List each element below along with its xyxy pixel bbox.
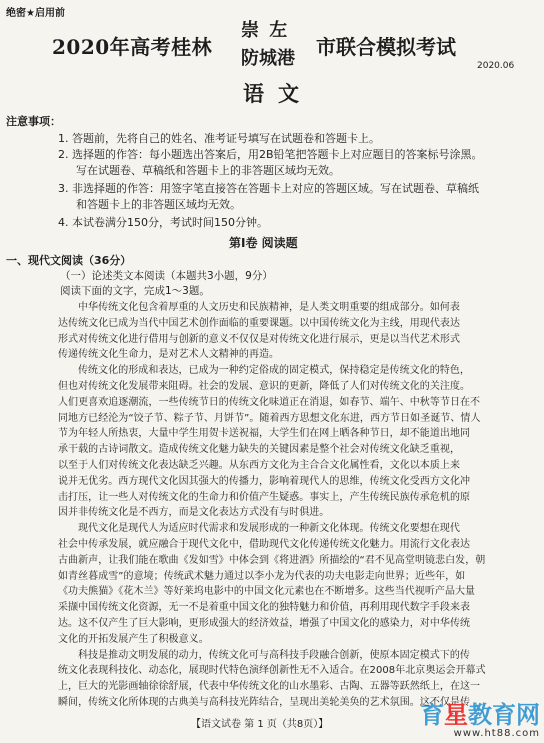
passage-line: 上，巨大的光影画轴徐徐舒展，代表中华传统文化的山水墨彩、古陶、五器等跃然纸上，在这一 (58, 681, 481, 693)
passage-line: 节为年轻人所热衷，大量中学生用贺卡送祝福，大学生们在网上晒各种节日，却不能道出地同 (58, 428, 471, 440)
watermark-title-star: 星 (444, 701, 468, 729)
passage-line: 说并无优劣。西方现代文化因其强大的传播力，影响着现代人的思维，传统文化受西方文化冲 (58, 475, 471, 487)
passage-line: 如青丝暮成雪”的意境；传统武术魅力通过以李小龙为代表的功夫电影走向世界；近些年，如 (58, 570, 466, 582)
notes-heading: 注意事项： (6, 115, 61, 128)
subject-title: 语文 (243, 81, 313, 106)
watermark-logo-text (420, 702, 540, 728)
subsection-heading: （一）论述类文本阅读（本题共3小题，9分） (60, 270, 273, 282)
exam-date: 2020.06 (477, 61, 515, 71)
passage-line: 以至于人们对传统文化表达缺乏兴趣。从东西方文化为主合合文化属性看，文化以本质上来 (58, 460, 460, 471)
passage-line: 传递传统文化生命力，是对艺术人文精神的再造。 (58, 349, 280, 361)
passage-line: 现代文化是现代人为适应时代需求和发展形成的一种新文化体现。传统文化要想在现代 (78, 523, 460, 535)
passage-line: 采撷中国传统文化资源，无一不是着重中国文化的独特魅力和价值，再利用现代数字手段来表 (58, 602, 471, 614)
part-heading: 第Ⅰ卷 阅读题 (229, 236, 298, 250)
note-item: 和答题卡上的非答题区域均无效。 (76, 198, 241, 211)
confidential-label: 绝密★启用前 (6, 8, 65, 19)
passage-line: 中华传统文化包含着厚重的人文历史和民族精神，是人类文明重要的组成部分。如何表 (78, 302, 460, 313)
note-item: 写在试题卷、草稿纸和答题卡上的非答题区域均无效。 (76, 164, 340, 177)
passage-line: 科技是推动文明发展的动力，传统文化可与高科技手段融合创新，使原本固定模式下的传 (78, 649, 470, 661)
passage-line: 击打压，让一些人对传统文化的生命力和价值产生疑惑。事实上，产生传统民族传承危机的原 (58, 491, 471, 503)
passage-line: 传统文化的形成和表达，已成为一种约定俗成的固定模式，保持稳定是传统文化的特色， (78, 365, 470, 377)
page-footer: 【语文试卷 第 1 页（共8页）】 (191, 719, 329, 730)
passage-line: 人们更喜欢追逐潮流，一些传统节日的传统文化味道正在消退，如春节、端午、中秋等节日在不 (58, 396, 481, 408)
note-item: 3. 非选择题的作答：用签字笔直接答在答题卡上对应的答题区域。写在试题卷、草稿纸 (58, 182, 479, 195)
passage-line: 但也对传统文化发展带来阻碍。社会的发展、意识的更新，降低了人们对传统文化的关注度。 (58, 381, 471, 392)
passage-line: 承干载的古诗词散文。造成传统文化魅力缺失的关键因素是整个社会对传统文化缺乏重视， (58, 444, 460, 456)
passage-line: 瞬间，传统文化所体现的古典美与高科技光阵结合，呈现出美轮美奂的艺术氛围。这不仅是传 (58, 697, 471, 708)
passage-line: 同地方已经沦为“饺子节、粽子节、月饼节”。随着西方思想文化东进，西方节日如圣诞节、情人 (58, 412, 481, 424)
note-item: 4. 本试卷满分150分，考试时间150分钟。 (58, 216, 268, 229)
watermark-title-b: 教育网 (468, 701, 540, 729)
passage-line: 文化的开拓发展产生了积极意义。 (58, 633, 209, 645)
passage-line: 统文化表现科技化、动态化，展现时代特色演绎创新性无不入适合。在2008年北京奥运会开幕式 (58, 665, 486, 677)
exam-title-cities-bottom: 防城港 (241, 48, 295, 69)
note-item: 2. 选择题的作答：每小题选出答案后，用2B铅笔把答题卡上对应题目的答案标号涂黑。 (58, 148, 483, 161)
watermark-url: www.ht88.com (453, 728, 540, 739)
exam-title-cities-top: 崇 左 (241, 20, 290, 41)
exam-title-left: 2020年高考桂林 (52, 35, 213, 59)
passage-line: 达。这不仅产生了巨大影响，更形成强大的经济效益，增强了中国文化的感染力，对中华传统 (58, 618, 471, 629)
reading-instruction: 阅读下面的文字，完成1～3题。 (60, 285, 210, 297)
watermark-title-a: 育 (420, 701, 444, 729)
passage-line: 达传统文化已成为当代中国艺术创作面临的重要课题。以中国传统文化为主线，用现代表达 (58, 317, 460, 329)
passage-line: 古曲新声，让我们能在歌曲《发如雪》中体会到《将进酒》所描绘的“君不见高堂明镜悲白发，朝 (58, 554, 486, 566)
section-heading: 一、现代文阅读（36分） (6, 254, 132, 267)
note-item: 1. 答题前，先将自己的姓名、准考证号填写在试题卷和答题卡上。 (58, 132, 380, 145)
passage-line: 《功夫熊猫》《花木兰》等好莱坞电影中的中国文化元素也在不断增多。这些当代视听产品大量 (58, 586, 476, 598)
exam-title-right: 市联合模拟考试 (316, 35, 456, 59)
passage-line: 社会中传承发展，就应融合于现代文化中，借助现代文化传递传统文化魅力。用流行文化表达 (58, 539, 471, 550)
passage-line: 形式对传统文化进行借用与创新的意义不仅仅是对传统文化进行展示，更是以当代艺术形式 (58, 333, 460, 345)
watermark (420, 702, 540, 739)
passage-line: 因并非传统文化是不西方，而是文化表达方式没有与时俱进。 (58, 507, 330, 519)
